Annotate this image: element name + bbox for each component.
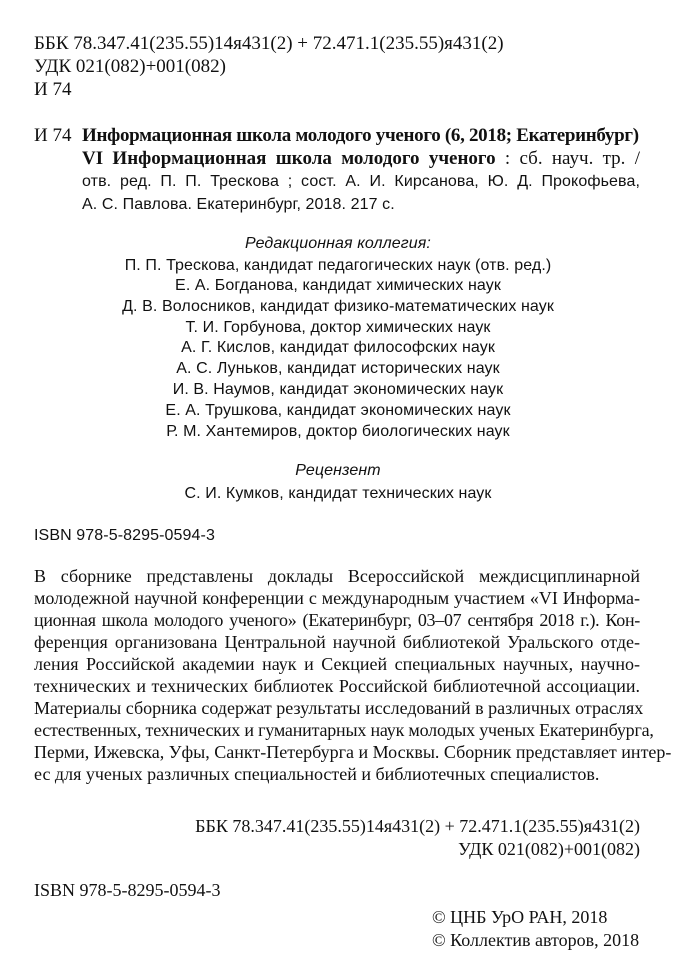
copyright-line1: © ЦНБ УрО РАН, 2018 [432,907,608,927]
board-member: Е. А. Богданова, кандидат химических наук [175,277,501,294]
abstract-line: ления Российской академии наук и Секцией специальных научных, научно- [34,654,640,674]
abstract-line: Материалы сборника содержат результаты исследований в различных отраслях [34,698,644,718]
abstract-line: молодежной научной конференции с международным участием «VI Информа- [34,588,640,608]
abstract-line: технических и технических библиотек Российской библиотечной ассоциации. [34,676,640,696]
abstract-line: ференция организована Центральной научной библиотекой Уральского отде- [34,632,640,652]
board-member: Р. М. Хантемиров, доктор биологических наук [166,423,510,440]
board-member: П. П. Трескова, кандидат педагогических наук (отв. ред.) [124,257,552,274]
bib-line3: отв. ред. П. П. Трескова ; сост. А. И. Кирсанова, Ю. Д. Прокофьева, [82,173,640,190]
udk-code: УДК 021(082)+001(082) [34,56,226,77]
abstract-line: Перми, Ижевска, Уфы, Санкт-Петербурга и Москвы. Сборник представляет интер- [34,742,672,762]
abstract-line: В сборнике представлены доклады Всероссийской междисциплинарной [34,566,640,586]
bib-title-line2 [82,149,640,169]
bib-title-line1: Информационная школа молодого ученого (6, 2018; Екатеринбург) [82,125,639,146]
board-member: Д. В. Волосников, кандидат физико-математических наук [122,298,554,315]
bib-title-rest: : сб. науч. тр. / [495,148,640,169]
copyright-line2: © Коллектив авторов, 2018 [432,930,640,950]
board-member: И. В. Наумов, кандидат экономических наук [172,381,504,398]
reviewer-heading: Рецензент [295,462,381,479]
abstract-line: ес для ученых различных специальностей и библиотечных специалистов. [34,764,600,784]
reviewer-name: С. И. Кумков, кандидат технических наук [184,485,492,502]
abstract-line: естественных, технических и гуманитарных наук молодых ученых Екатеринбурга, [34,720,654,740]
board-member: Е. А. Трушкова, кандидат экономических наук [165,402,511,419]
editorial-board-heading: Редакционная коллегия: [245,235,431,252]
author-sign-code: И 74 [34,79,72,100]
board-member: Т. И. Горбунова, доктор химических наук [185,319,491,336]
footer-bbk-code: ББК 78.347.41(235.55)14я431(2) + 72.471.1(235.55)я431(2) [195,816,640,836]
bib-code: И 74 [34,125,72,146]
isbn-bottom: ISBN 978-5-8295-0594-3 [34,880,221,900]
board-member: А. Г. Кислов, кандидат философских наук [181,339,495,356]
footer-udk-code: УДК 021(082)+001(082) [458,839,640,859]
abstract-line: ционная школа молодого ученого» (Екатеринбург, 03–07 сентября 2018 г.). Кон- [34,610,640,630]
bbk-code: ББК 78.347.41(235.55)14я431(2) + 72.471.1(235.55)я431(2) [34,33,504,54]
bib-title-bold: VI Информационная школа молодого ученого [82,148,496,169]
bib-line4: А. С. Павлова. Екатеринбург, 2018. 217 с. [82,196,395,213]
isbn-top: ISBN 978-5-8295-0594-3 [34,527,215,544]
board-member: А. С. Луньков, кандидат исторических наук [176,360,500,377]
